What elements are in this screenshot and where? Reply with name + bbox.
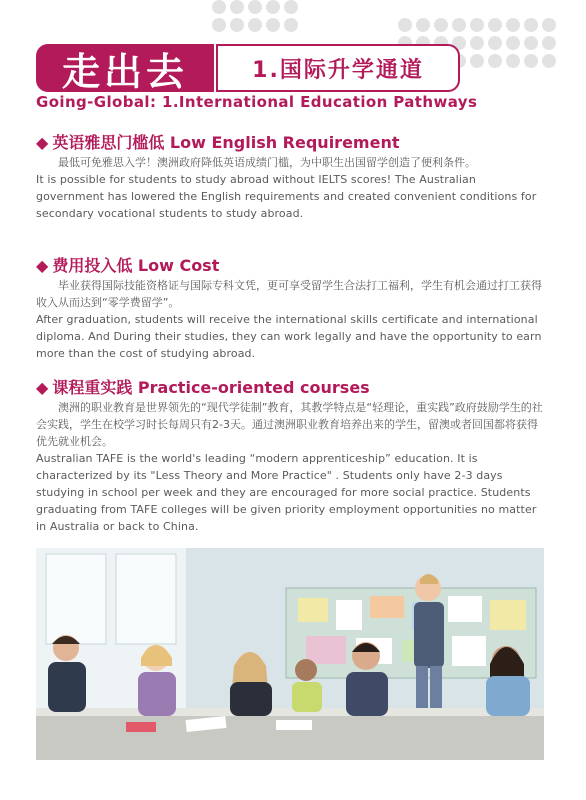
section-body-en: It is possible for students to study abroad without IELTS scores! The Australian government has lowered the English requirements and created convenient conditions for secondary vocational students to study abroad. [36, 173, 537, 220]
header-english: Going-Global: 1.International Education Pathways [36, 93, 478, 111]
diamond-icon: ◆ [36, 133, 49, 152]
section-title [36, 378, 546, 398]
section-low-cost [36, 256, 546, 362]
section-body-en: Australian TAFE is the world's leading “modern apprenticeship” education. It is characterized by its "Less Theory and More Practice" . Students only have 2-3 days studying in school per week and they are encouraged for more social practice. Students graduating from TAFE colleges will be given priority employment opportunities no matter in Australia or back to China. [36, 452, 537, 533]
section-body-zh: 毕业获得国际技能资格证与国际专科文凭，更可享受留学生合法打工福利，学生有机会通过打工获得收入从而达到“零学费留学”。 [36, 279, 542, 309]
section-low-english-requirement [36, 133, 546, 222]
decorative-dots-top [212, 0, 298, 32]
title-badge: 走出去 [36, 44, 214, 92]
section-title [36, 133, 546, 153]
section-title-en: Low English Requirement [169, 133, 400, 152]
section-title-zh: 费用投入低 [52, 256, 133, 275]
section-title-en: Practice-oriented courses [137, 378, 370, 397]
section-title-en: Low Cost [137, 256, 220, 275]
section-title [36, 256, 546, 276]
diamond-icon: ◆ [36, 256, 49, 275]
classroom-illustration [36, 548, 544, 760]
section-body-zh: 最低可免雅思入学！澳洲政府降低英语成绩门槛，为中职生出国留学创造了便利条件。 [58, 156, 476, 169]
section-title-zh: 英语雅思门槛低 [52, 133, 165, 152]
classroom-photo [36, 548, 544, 760]
section-title-zh: 课程重实践 [52, 378, 133, 397]
section-body-en: After graduation, students will receive the international skills certificate and international diploma. And During their studies, they can work legally and have the opportunity to earn more than the cost of studying abroad. [36, 313, 542, 360]
subtitle-box: 1.国际升学通道 [216, 44, 460, 92]
section-practice-oriented-courses [36, 378, 546, 535]
diamond-icon: ◆ [36, 378, 49, 397]
section-body-zh: 澳洲的职业教育是世界领先的“现代学徒制”教育，其教学特点是“轻理论，重实践”政府鼓励学生的社会实践，学生在校学习时长每周只有2-3天。通过澳洲职业教育培养出来的学生，留澳或者回国都将获得优先就业机会。 [36, 401, 543, 448]
